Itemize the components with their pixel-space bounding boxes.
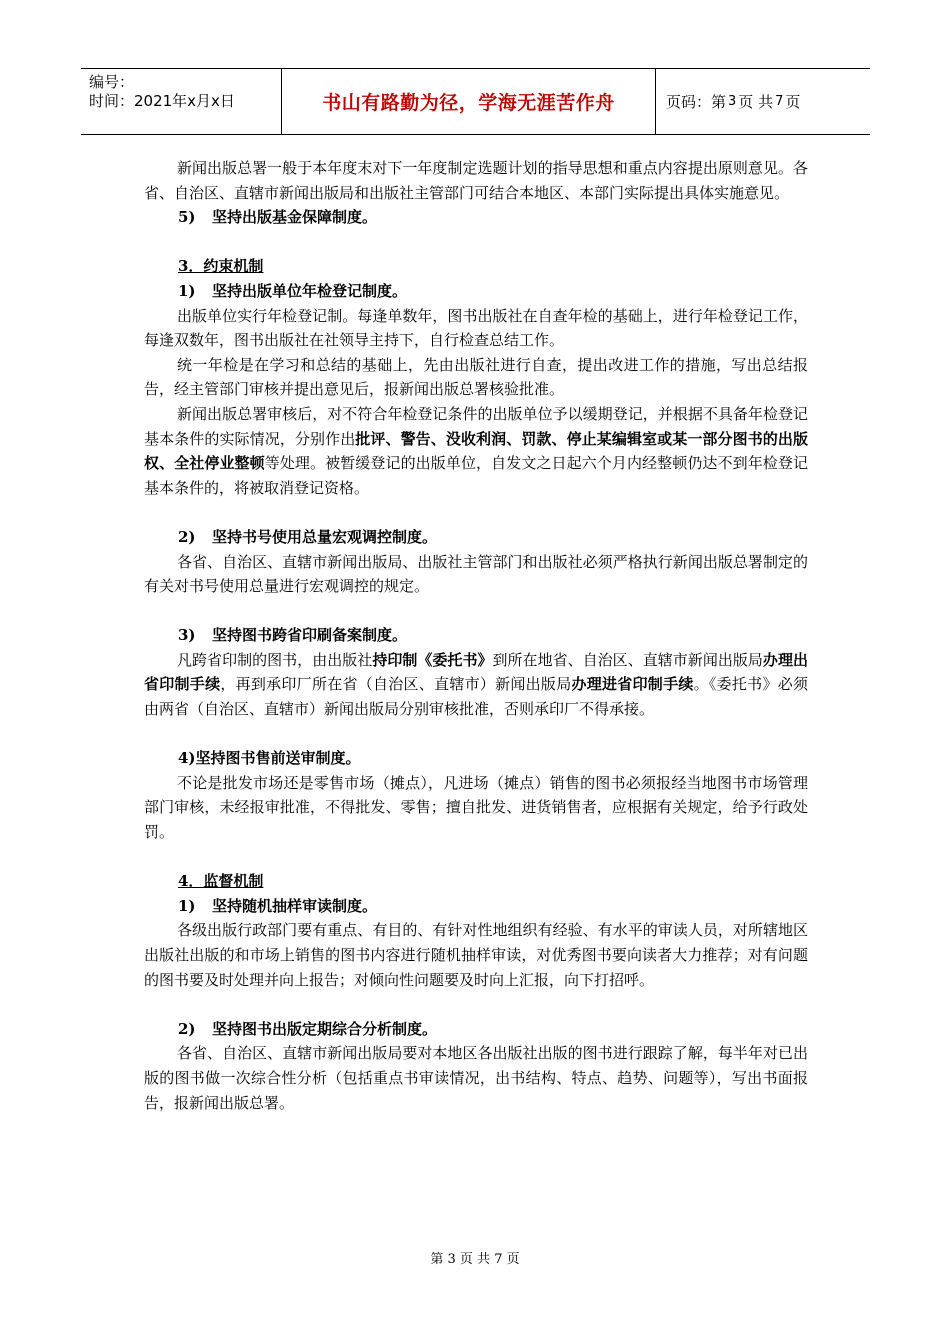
text-run: 凡跨省印制的图书，由出版社: [177, 650, 373, 669]
paragraph: 不论是批发市场还是零售市场（摊点），凡进场（摊点）销售的图书必须报经当地图书市场管理部门审核，未经报审批准，不得批发、零售；擅自批发、进货销售者，应根据有关规定，给予行政处罚。: [144, 773, 808, 842]
item-number: 1): [178, 896, 196, 915]
item-title: 坚持出版单位年检登记制度。: [212, 281, 408, 300]
section-heading: 4．监督机制: [178, 872, 264, 891]
page-mid: 页 共: [738, 93, 774, 111]
page-total: 7: [775, 94, 784, 109]
paragraph: 各省、自治区、直辖市新闻出版局、出版社主管部门和出版社必须严格执行新闻出版总署制定的有关对书号使用总量进行宏观调控的规定。: [144, 552, 808, 596]
paragraph: [144, 648, 808, 722]
bold-text-run: 持印制《委托书》: [372, 650, 493, 669]
page-suffix: 页: [785, 93, 801, 111]
text-run: 。《委托书》必须由两省（自治区、直辖市）新闻出版局分别审核批准，否则承印厂不得承接。: [144, 675, 808, 719]
item-number: 2): [178, 527, 196, 546]
header-motto: 书山有路勤为径，学海无涯苦作舟: [282, 69, 656, 134]
paragraph: 各级出版行政部门要有重点、有目的、有针对性地组织有经验、有水平的审读人员，对所辖地区出版社出版的和市场上销售的图书内容进行随机抽样审读，对优秀图书要向读者大力推荐；对有问题的图书要及时处理并向上报告；对倾向性问题要及时向上汇报，向下打招呼。: [144, 921, 808, 989]
item-title: 坚持图书出版定期综合分析制度。: [212, 1019, 438, 1038]
item-heading: [144, 1017, 808, 1042]
item-title: 坚持图书跨省印刷备案制度。: [212, 626, 408, 645]
item-heading: [144, 205, 808, 230]
item-title: 坚持书号使用总量宏观调控制度。: [212, 527, 438, 546]
paragraph: 各省、自治区、直辖市新闻出版局要对本地区各出版社出版的图书进行跟踪了解，每半年对已出版的图书做一次综合性分析（包括重点书审读情况，出书结构、特点、趋势、问题等），写出书面报告，报新闻出版总署。: [144, 1044, 808, 1112]
text-run: 到所在地省、自治区、直辖市新闻出版局: [492, 650, 763, 669]
header-page-info: [656, 69, 870, 134]
item-heading: [144, 623, 808, 648]
page-header: [81, 68, 870, 135]
bold-text-run: 批评、警告、没收利润、罚款、停止某编辑室或某一部分图书的出版权、全社停业整顿: [144, 429, 808, 473]
item-heading: [144, 894, 808, 919]
bold-text-run: 办理进省印制手续: [571, 675, 694, 694]
item-number: 3): [178, 626, 196, 645]
page-prefix: 页码：第: [666, 93, 727, 111]
section-heading: 3．约束机制: [178, 257, 264, 276]
paragraph: 统一年检是在学习和总结的基础上，先由出版社进行自查，提出改进工作的措施，写出总结报告，经主管部门审核并提出意见后，报新闻出版总署核验批准。: [144, 355, 808, 399]
page-footer: 第 3 页 共 7 页: [430, 1252, 520, 1267]
item-heading: 4)坚持图书售前送审制度。: [178, 749, 361, 768]
serial-label: 编号：: [89, 73, 135, 91]
item-title: 坚持出版基金保障制度。: [212, 208, 378, 227]
item-number: 2): [178, 1019, 196, 1038]
header-info-cell: [81, 69, 282, 134]
time-label: 时间：2021年x月x日: [89, 92, 235, 110]
paragraph: 出版单位实行年检登记制。每逢单数年，图书出版社在自查年检的基础上，进行年检登记工作，每逢双数年，图书出版社在社领导主持下，自行检查总结工作。: [144, 306, 808, 350]
item-number: 5): [178, 208, 196, 227]
text-run: 等处理。被暂缓登记的出版单位，自发文之日起六个月内经整顿仍达不到年检登记基本条件的，将被取消登记资格。: [144, 454, 808, 497]
text-run: 新闻出版总署审核后，对不符合年检登记条件的出版单位予以缓期登记，并根据不具备年检登记基本条件的实际情况，分别作出: [144, 404, 808, 448]
item-heading: [144, 279, 808, 304]
item-heading: [144, 525, 808, 550]
page-number: 3: [728, 94, 737, 109]
document-body: [144, 156, 808, 1115]
item-number: 1): [178, 281, 196, 300]
paragraph: [144, 402, 808, 500]
bold-text-run: 办理出省印制手续: [144, 650, 808, 694]
item-title: 坚持随机抽样审读制度。: [212, 896, 378, 915]
text-run: ，再到承印厂所在省（自治区、直辖市）新闻出版局: [220, 675, 572, 694]
paragraph: 新闻出版总署一般于本年度末对下一年度制定选题计划的指导思想和重点内容提出原则意见。各省、自治区、直辖市新闻出版局和出版社主管部门可结合本地区、本部门实际提出具体实施意见。: [144, 159, 808, 202]
